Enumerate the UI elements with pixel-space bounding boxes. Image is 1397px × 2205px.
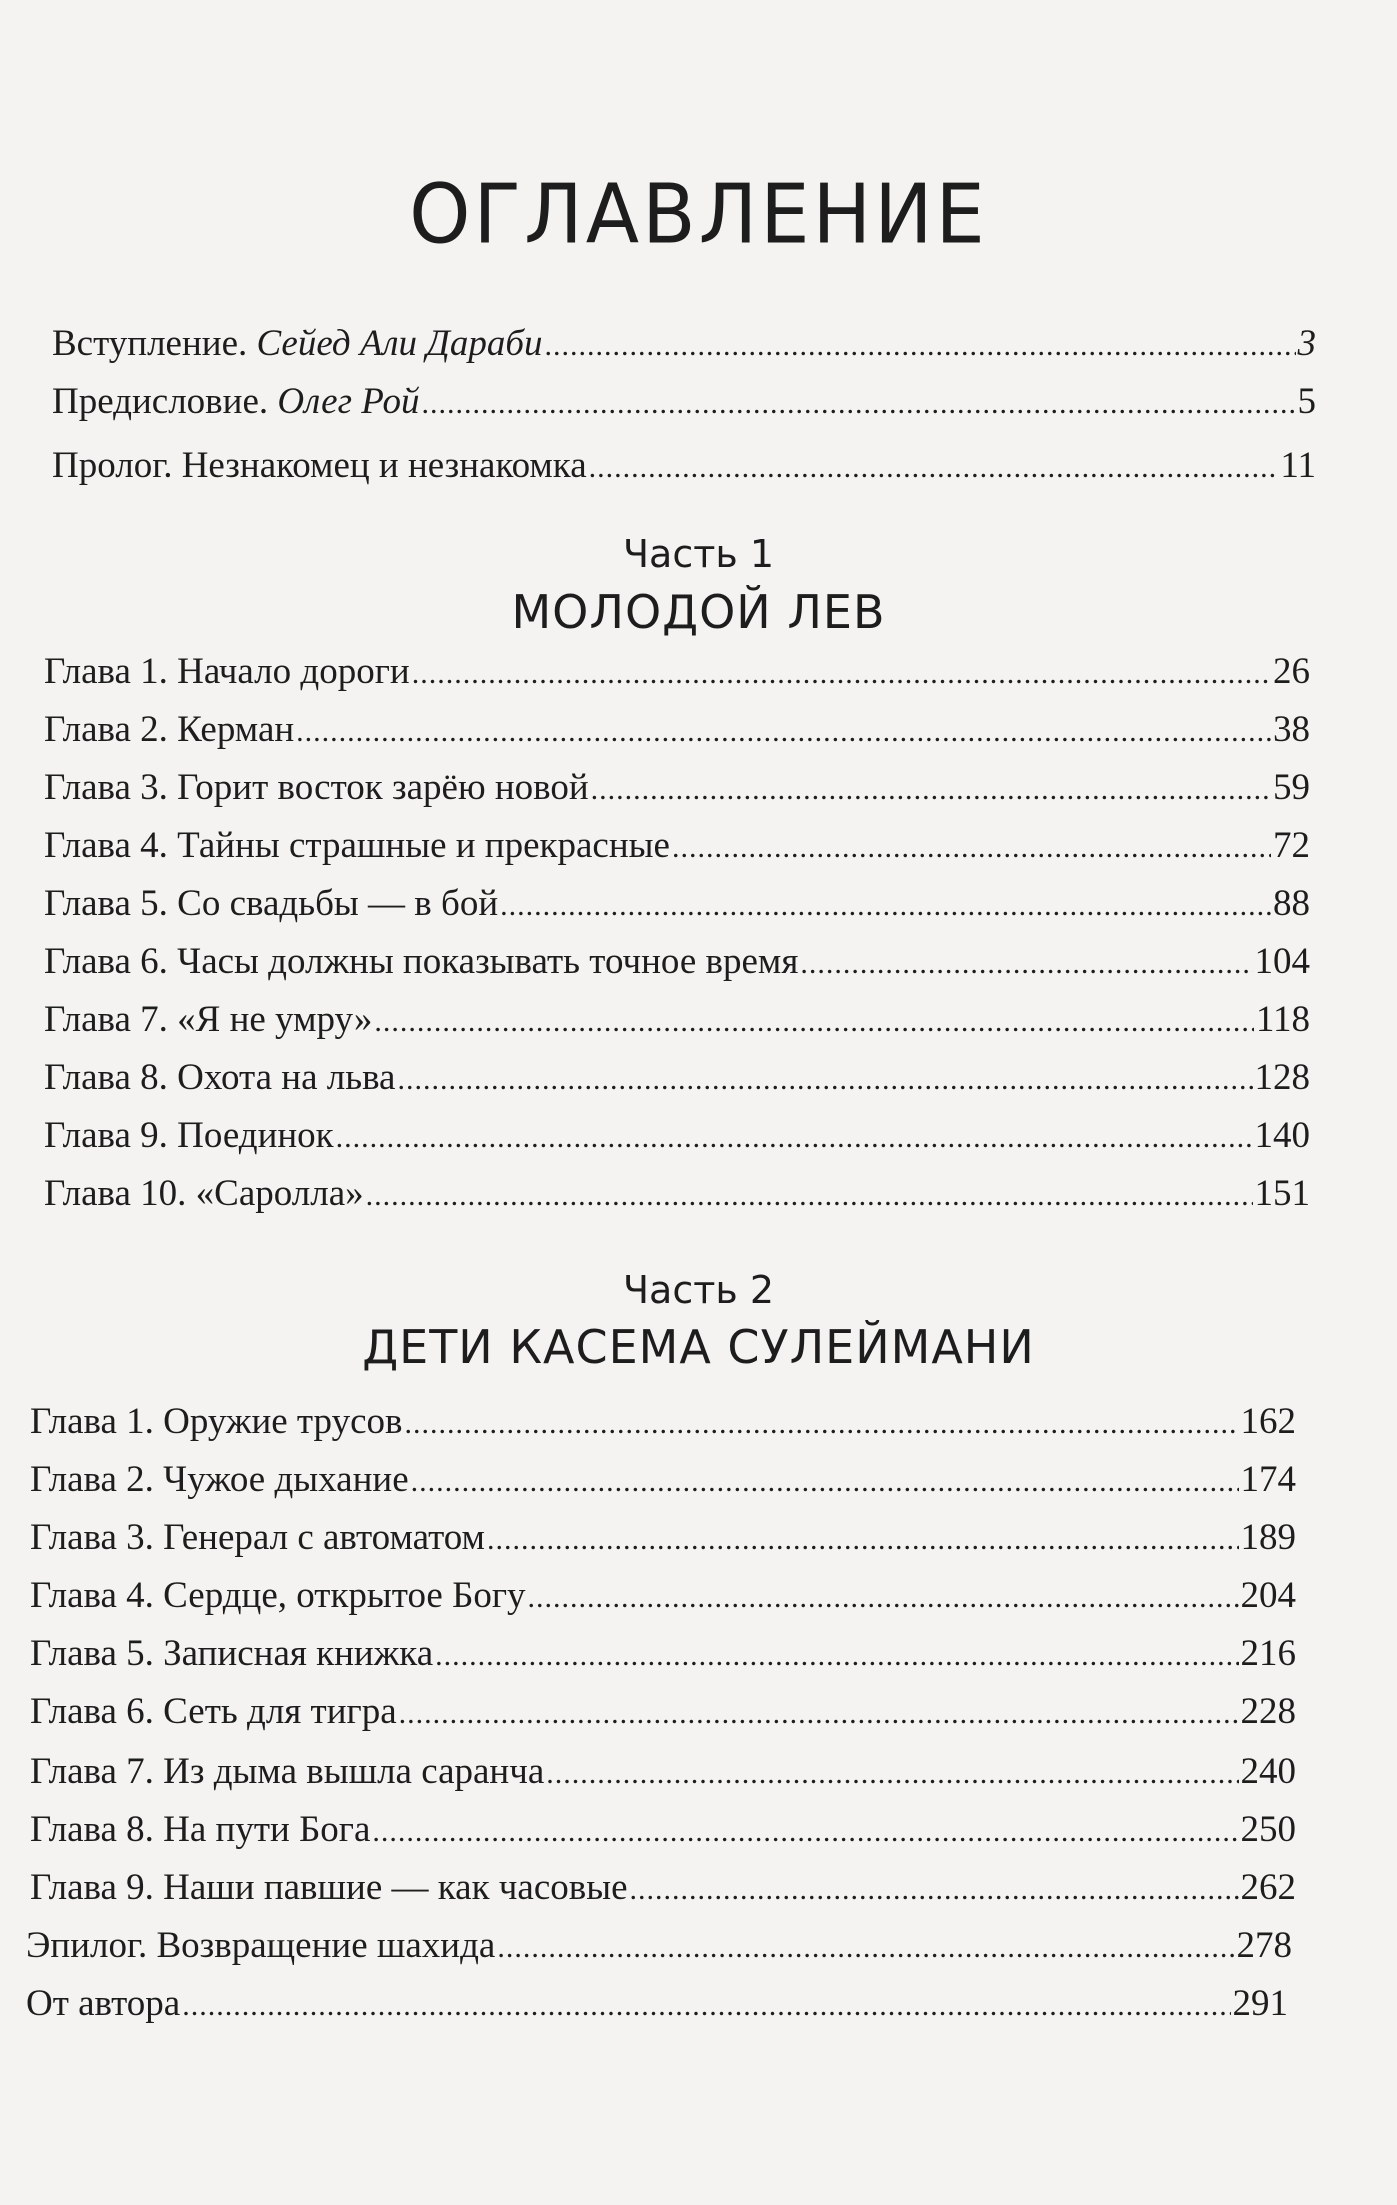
toc-entry-part2-ch4[interactable] [30, 1574, 1296, 1618]
toc-entry-label: Глава 3. Горит восток зарёю новой [44, 767, 589, 808]
toc-entry-page: 59 [1273, 767, 1310, 808]
toc-entry-part2-ch1[interactable] [30, 1400, 1296, 1444]
toc-entry-label: Предисловие. Олег Рой [52, 381, 420, 422]
toc-entry-label: Глава 8. На пути Бога [30, 1809, 371, 1850]
toc-entry-page: 151 [1254, 1173, 1310, 1214]
toc-entry-foreword[interactable] [52, 380, 1316, 424]
leader-dots [528, 1576, 1239, 1620]
toc-entry-part1-ch10[interactable] [44, 1172, 1310, 1216]
toc-entry-part2-ch9[interactable] [30, 1866, 1296, 1910]
leader-dots [404, 1402, 1238, 1446]
toc-entry-part2-ch3[interactable] [30, 1516, 1296, 1560]
leader-dots [336, 1116, 1253, 1160]
toc-entry-part1-ch8[interactable] [44, 1056, 1310, 1100]
part-2-number: Часть 2 [622, 1268, 775, 1312]
toc-entry-page: 204 [1240, 1575, 1296, 1616]
toc-entry-label: Глава 7. Из дыма вышла саранча [30, 1751, 545, 1792]
toc-entry-part1-ch7[interactable] [44, 998, 1310, 1042]
leader-dots [591, 768, 1271, 812]
toc-entry-page: 291 [1232, 1983, 1288, 2024]
toc-entry-page: 3 [1297, 323, 1316, 364]
page-title: ОГЛАВЛЕНИЕ [409, 167, 988, 263]
toc-entry-introduction[interactable] [52, 322, 1316, 366]
toc-entry-label: Эпилог. Возвращение шахида [26, 1925, 496, 1966]
toc-entry-page: 228 [1240, 1691, 1296, 1732]
toc-entry-label: Глава 6. Сеть для тигра [30, 1691, 397, 1732]
toc-entry-label: Глава 2. Чужое дыхание [30, 1459, 409, 1500]
leader-dots [487, 1518, 1239, 1562]
leader-dots [372, 1810, 1238, 1854]
leader-dots [411, 1460, 1239, 1504]
toc-entry-label: Глава 4. Сердце, открытое Богу [30, 1575, 526, 1616]
toc-entry-label: Глава 1. Оружие трусов [30, 1401, 403, 1442]
toc-entry-page: 278 [1236, 1925, 1292, 1966]
toc-entry-author: Олег Рой [277, 381, 420, 422]
leader-dots [630, 1868, 1239, 1912]
toc-entry-page: 88 [1273, 883, 1310, 924]
toc-entry-part2-ch7[interactable] [30, 1750, 1296, 1794]
toc-entry-part1-ch9[interactable] [44, 1114, 1310, 1158]
toc-entry-page: 162 [1240, 1401, 1296, 1442]
leader-dots [412, 652, 1271, 696]
toc-entry-label: Глава 8. Охота на льва [44, 1057, 396, 1098]
toc-entry-label: Глава 5. Со свадьбы — в бой [44, 883, 499, 924]
toc-entry-part1-ch2[interactable] [44, 708, 1310, 752]
leader-dots [546, 1752, 1238, 1796]
leader-dots [800, 942, 1252, 986]
toc-entry-label: Глава 3. Генерал с автоматом [30, 1517, 485, 1558]
toc-entry-page: 38 [1273, 709, 1310, 750]
toc-entry-label: Глава 4. Тайны страшные и прекрасные [44, 825, 670, 866]
toc-entry-prologue[interactable] [52, 444, 1316, 488]
leader-dots [374, 1000, 1253, 1044]
toc-entry-page: 128 [1254, 1057, 1310, 1098]
toc-entry-label: Глава 9. Поединок [44, 1115, 334, 1156]
toc-entry-part1-ch3[interactable] [44, 766, 1310, 810]
toc-entry-page: 189 [1240, 1517, 1296, 1558]
toc-entry-epilogue[interactable] [26, 1924, 1292, 1968]
toc-entry-label: Глава 1. Начало дороги [44, 651, 410, 692]
toc-entry-part2-ch8[interactable] [30, 1808, 1296, 1852]
toc-entry-from-author[interactable] [26, 1982, 1288, 2026]
toc-entry-page: 174 [1240, 1459, 1296, 1500]
leader-dots [589, 446, 1279, 490]
toc-entry-part2-ch5[interactable] [30, 1632, 1296, 1676]
toc-entry-part1-ch4[interactable] [44, 824, 1310, 868]
toc-entry-label: От автора [26, 1983, 181, 2024]
toc-entry-part2-ch2[interactable] [30, 1458, 1296, 1502]
toc-entry-label: Вступление. Сейед Али Дараби [52, 323, 543, 364]
toc-entry-label: Глава 2. Керман [44, 709, 295, 750]
toc-entry-page: 11 [1280, 445, 1316, 486]
toc-entry-label: Пролог. Незнакомец и незнакомка [52, 445, 587, 486]
toc-entry-page: 140 [1254, 1115, 1310, 1156]
toc-entry-label: Глава 9. Наши павшие — как часовые [30, 1867, 628, 1908]
part-1-number: Часть 1 [622, 532, 775, 576]
toc-entry-page: 72 [1273, 825, 1310, 866]
toc-entry-part1-ch1[interactable] [44, 650, 1310, 694]
leader-dots [422, 382, 1296, 426]
part-2-name: ДЕТИ КАСЕМА СУЛЕЙМАНИ [362, 1320, 1035, 1374]
toc-entry-part1-ch5[interactable] [44, 882, 1310, 926]
leader-dots [366, 1174, 1253, 1218]
toc-entry-page: 5 [1297, 381, 1316, 422]
toc-entry-part1-ch6[interactable] [44, 940, 1310, 984]
leader-dots [397, 1058, 1252, 1102]
leader-dots [544, 324, 1295, 368]
toc-entry-page: 262 [1240, 1867, 1296, 1908]
leader-dots [296, 710, 1271, 754]
toc-entry-page: 104 [1254, 941, 1310, 982]
leader-dots [182, 1984, 1230, 2028]
toc-entry-part2-ch6[interactable] [30, 1690, 1296, 1734]
toc-entry-label: Глава 5. Записная книжка [30, 1633, 434, 1674]
leader-dots [399, 1692, 1239, 1736]
toc-entry-page: 216 [1240, 1633, 1296, 1674]
part-1-name: МОЛОДОЙ ЛЕВ [511, 585, 886, 639]
toc-entry-page: 250 [1240, 1809, 1296, 1850]
leader-dots [500, 884, 1271, 928]
toc-entry-author: Сейед Али Дараби [256, 323, 543, 364]
toc-entry-page: 118 [1255, 999, 1310, 1040]
toc-entry-page: 240 [1240, 1751, 1296, 1792]
toc-entry-label: Глава 10. «Саролла» [44, 1173, 364, 1214]
toc-entry-label: Глава 7. «Я не умру» [44, 999, 373, 1040]
toc-entry-page: 26 [1273, 651, 1310, 692]
leader-dots [435, 1634, 1238, 1678]
leader-dots [672, 826, 1271, 870]
leader-dots [497, 1926, 1234, 1970]
toc-entry-label: Глава 6. Часы должны показывать точное время [44, 941, 799, 982]
